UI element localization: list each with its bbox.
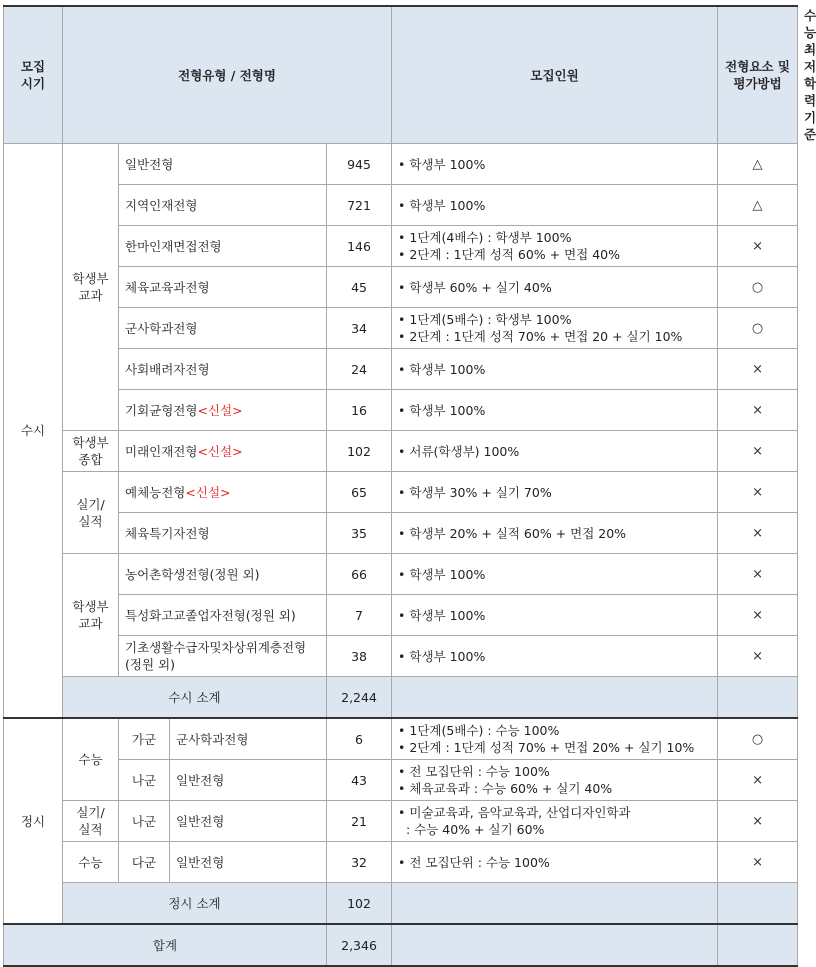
subtotal-row [4, 883, 798, 925]
table-row [4, 185, 798, 226]
evaluation-item: • 2단계 : 1단계 성적 70% + 면접 20 + 실기 10% [398, 328, 711, 345]
table-row [4, 308, 798, 349]
evaluation-cell [392, 718, 718, 760]
evaluation-cell [392, 760, 718, 801]
evaluation-item: • 학생부 100% [398, 197, 711, 214]
count-cell: 21 [327, 801, 392, 842]
evaluation-cell [392, 801, 718, 842]
admission-name [119, 595, 327, 636]
evaluation-cell [392, 513, 718, 554]
group-label: 학생부 교과 [63, 554, 119, 677]
admission-name [119, 144, 327, 185]
header-type-name-cell: 전형유형 / 전형명 [63, 6, 392, 144]
admission-name [119, 554, 327, 595]
admission-name [119, 267, 327, 308]
admission-table: 모집 시기 전형유형 / 전형명 모집인원 전형요소 및 평가방법 수능최저 학력기준 수시 학생부 교과 일반전형 945 • 학생부 100% △ 지역인재전형 721 • 학생부 100% △ 한마인재면접전형 146 • 1단계(4배수) : 학생부 100% • 2단계 : 1단계 성적 60% + 면접 40% × 체육교육과전형 45 • 학생부 60% + 실기 40% ○ 군사학과전형 34 • 1단계(5배수) : 학생부 100% • 2단계 : 1단계 성적 70% + 면접 20 + 실기 10% ○ 사회배려자전형 24 • 학생부 100% × 기회균형전형<신설> 16 • 학생부 100% × 학생부 종합 미래인재전형<신설> 102 • 서류(학생부) 100% × 실기/ 실적 예체능전형<신설> 65 • 학생부 30% + 실기 70% × 체육특기자전형 35 • 학생부 20% + 실적 60% + 면접 20% × 학생부 교과 농어촌학생전형(정원 외) 66 • 학생부 100% × 특성화고교졸업자전형(정원 외) 7 • 학생부 100% × 기초생활수급자및차상위계층전형 (정원 외) 38 • 학생부 100% × 수시 소계 2,244 정시 수능 가군 군사학과전형 6 • 1단계(5배수) : 수능 100% • 2단계 : 1단계 성적 70% + 면접 20% + 실기 10% ○ 나군 일반전형 43 • 전 모집단위 : 수능 100% • 체육교육과 : 수능 60% + 실기 40% × 실기/ 실적 나군 일반전형 21 • 미술교육과, 음악교육과, 산업디자인학과 : 수능 40% + 실기 60% × 수능 다군 일반전형 32 • 전 모집단위 : 수능 100% × 정시 소계 102 합계 2,346 [3, 5, 798, 967]
evaluation-item: • 1단계(4배수) : 학생부 100% [398, 229, 711, 246]
min-std-cell: × [718, 390, 798, 431]
admission-name-text: 농어촌학생전형(정원 외) [125, 566, 260, 582]
jeongsi-label: 정시 [4, 718, 63, 924]
evaluation-item: • 학생부 30% + 실기 70% [398, 484, 711, 501]
gun-cell: 가군 [119, 718, 170, 760]
count-cell: 35 [327, 513, 392, 554]
gun-cell: 다군 [119, 842, 170, 883]
table-row [4, 431, 798, 472]
min-std-cell: × [718, 595, 798, 636]
admission-name: 일반전형 [170, 801, 327, 842]
table-row [4, 513, 798, 554]
admission-name-text: 기회균형전형 [125, 402, 198, 418]
subtotal-empty [718, 677, 798, 719]
table-row [4, 554, 798, 595]
subtotal-row [4, 677, 798, 719]
min-std-cell: × [718, 554, 798, 595]
admission-name [119, 472, 327, 513]
admission-name [119, 185, 327, 226]
min-std-cell: ○ [718, 267, 798, 308]
admission-name [119, 226, 327, 267]
admission-name: 일반전형 [170, 760, 327, 801]
evaluation-cell [392, 636, 718, 677]
table-row [4, 636, 798, 677]
group-label: 실기/ 실적 [63, 472, 119, 554]
group-label: 학생부 종합 [63, 431, 119, 472]
gun-cell: 나군 [119, 760, 170, 801]
table-row [4, 842, 798, 883]
evaluation-cell [392, 431, 718, 472]
table-row [4, 760, 798, 801]
min-std-cell: × [718, 226, 798, 267]
min-std-cell: × [718, 513, 798, 554]
evaluation-cell [392, 554, 718, 595]
admission-name-text: 군사학과전형 [125, 320, 198, 336]
new-badge: <신설> [197, 402, 243, 418]
admission-name-text: 지역인재전형 [125, 197, 198, 213]
exam-type: 수능 [63, 842, 119, 883]
admission-name [119, 390, 327, 431]
evaluation-item: • 학생부 100% [398, 402, 711, 419]
header-elements: 전형요소 및 평가방법 [718, 6, 798, 144]
evaluation-item: • 학생부 60% + 실기 40% [398, 279, 711, 296]
evaluation-cell [392, 390, 718, 431]
count-cell: 34 [327, 308, 392, 349]
exam-type: 실기/ 실적 [63, 801, 119, 842]
evaluation-cell [392, 595, 718, 636]
table-row [4, 267, 798, 308]
evaluation-cell [392, 308, 718, 349]
admission-name-text: 한마인재면접전형 [125, 238, 222, 254]
admission-name [119, 431, 327, 472]
table-row [4, 472, 798, 513]
subtotal-label: 정시 소계 [63, 883, 327, 925]
min-std-cell: × [718, 472, 798, 513]
min-std-cell: ○ [718, 308, 798, 349]
min-std-cell: × [718, 760, 798, 801]
evaluation-cell [392, 185, 718, 226]
count-cell: 16 [327, 390, 392, 431]
table-row [4, 144, 798, 185]
table-row [4, 390, 798, 431]
admission-name-text: 체육교육과전형 [125, 279, 210, 295]
admission-name-text: 특성화고교졸업자전형(정원 외) [125, 607, 296, 623]
count-cell: 65 [327, 472, 392, 513]
admission-name-text: 기초생활수급자및차상위계층전형 (정원 외) [125, 640, 307, 672]
count-cell: 45 [327, 267, 392, 308]
admission-name [119, 349, 327, 390]
min-std-cell: △ [718, 185, 798, 226]
evaluation-item-cont: : 수능 40% + 실기 60% [398, 822, 545, 837]
evaluation-item: • 학생부 100% [398, 361, 711, 378]
evaluation-cell [392, 226, 718, 267]
subtotal-empty [392, 883, 718, 925]
count-cell: 7 [327, 595, 392, 636]
table-row [4, 718, 798, 760]
min-std-cell: × [718, 842, 798, 883]
admission-name-text: 일반전형 [125, 156, 174, 172]
admission-name-text: 체육특기자전형 [125, 525, 210, 541]
subtotal-count: 102 [327, 883, 392, 925]
subtotal-empty [392, 677, 718, 719]
subtotal-empty [718, 883, 798, 925]
evaluation-item: • 전 모집단위 : 수능 100% [398, 854, 711, 871]
table-row [4, 595, 798, 636]
count-cell: 43 [327, 760, 392, 801]
evaluation-item: • 1단계(5배수) : 수능 100% [398, 722, 711, 739]
new-badge: <신설> [185, 484, 231, 500]
subtotal-count: 2,244 [327, 677, 392, 719]
total-row [4, 924, 798, 966]
evaluation-item: • 학생부 100% [398, 648, 711, 665]
table-row [4, 226, 798, 267]
table-row [4, 349, 798, 390]
table-row [4, 801, 798, 842]
min-std-cell: ○ [718, 718, 798, 760]
evaluation-cell [392, 842, 718, 883]
admission-name: 일반전형 [170, 842, 327, 883]
min-std-cell: × [718, 801, 798, 842]
evaluation-item: • 학생부 20% + 실적 60% + 면접 20% [398, 525, 711, 542]
admission-name: 군사학과전형 [170, 718, 327, 760]
evaluation-item: • 학생부 100% [398, 566, 711, 583]
total-count: 2,346 [327, 924, 392, 966]
evaluation-item: • 1단계(5배수) : 학생부 100% [398, 311, 711, 328]
count-cell: 38 [327, 636, 392, 677]
evaluation-item: • 학생부 100% [398, 607, 711, 624]
evaluation-cell [392, 144, 718, 185]
gun-cell: 나군 [119, 801, 170, 842]
count-cell: 102 [327, 431, 392, 472]
count-cell: 6 [327, 718, 392, 760]
group-label: 학생부 교과 [63, 144, 119, 431]
min-std-cell: △ [718, 144, 798, 185]
evaluation-item: • 2단계 : 1단계 성적 70% + 면접 20% + 실기 10% [398, 739, 711, 756]
evaluation-item: • 학생부 100% [398, 156, 711, 173]
total-empty [392, 924, 718, 966]
admission-name [119, 308, 327, 349]
total-label: 합계 [4, 924, 327, 966]
min-std-cell: × [718, 349, 798, 390]
exam-type: 수능 [63, 718, 119, 801]
admission-name [119, 513, 327, 554]
new-badge: <신설> [197, 443, 243, 459]
header-period: 모집 시기 [4, 6, 63, 144]
evaluation-item: • 서류(학생부) 100% [398, 443, 711, 460]
evaluation-cell [392, 267, 718, 308]
header-count: 모집인원 [392, 6, 718, 144]
evaluation-item: • 미술교육과, 음악교육과, 산업디자인학과 [398, 804, 711, 821]
total-empty [718, 924, 798, 966]
admission-name-text: 예체능전형 [125, 484, 186, 500]
count-cell: 66 [327, 554, 392, 595]
admission-name-text: 사회배려자전형 [125, 361, 210, 377]
evaluation-cell [392, 349, 718, 390]
admission-name [119, 636, 327, 677]
evaluation-item: • 전 모집단위 : 수능 100% [398, 763, 711, 780]
evaluation-item: • 2단계 : 1단계 성적 60% + 면접 40% [398, 246, 711, 263]
count-cell: 945 [327, 144, 392, 185]
susi-label: 수시 [4, 144, 63, 719]
evaluation-cell [392, 472, 718, 513]
count-cell: 146 [327, 226, 392, 267]
subtotal-label: 수시 소계 [63, 677, 327, 719]
count-cell: 32 [327, 842, 392, 883]
evaluation-item: • 체육교육과 : 수능 60% + 실기 40% [398, 780, 711, 797]
min-std-cell: × [718, 636, 798, 677]
count-cell: 721 [327, 185, 392, 226]
count-cell: 24 [327, 349, 392, 390]
min-std-cell: × [718, 431, 798, 472]
admission-name-text: 미래인재전형 [125, 443, 198, 459]
